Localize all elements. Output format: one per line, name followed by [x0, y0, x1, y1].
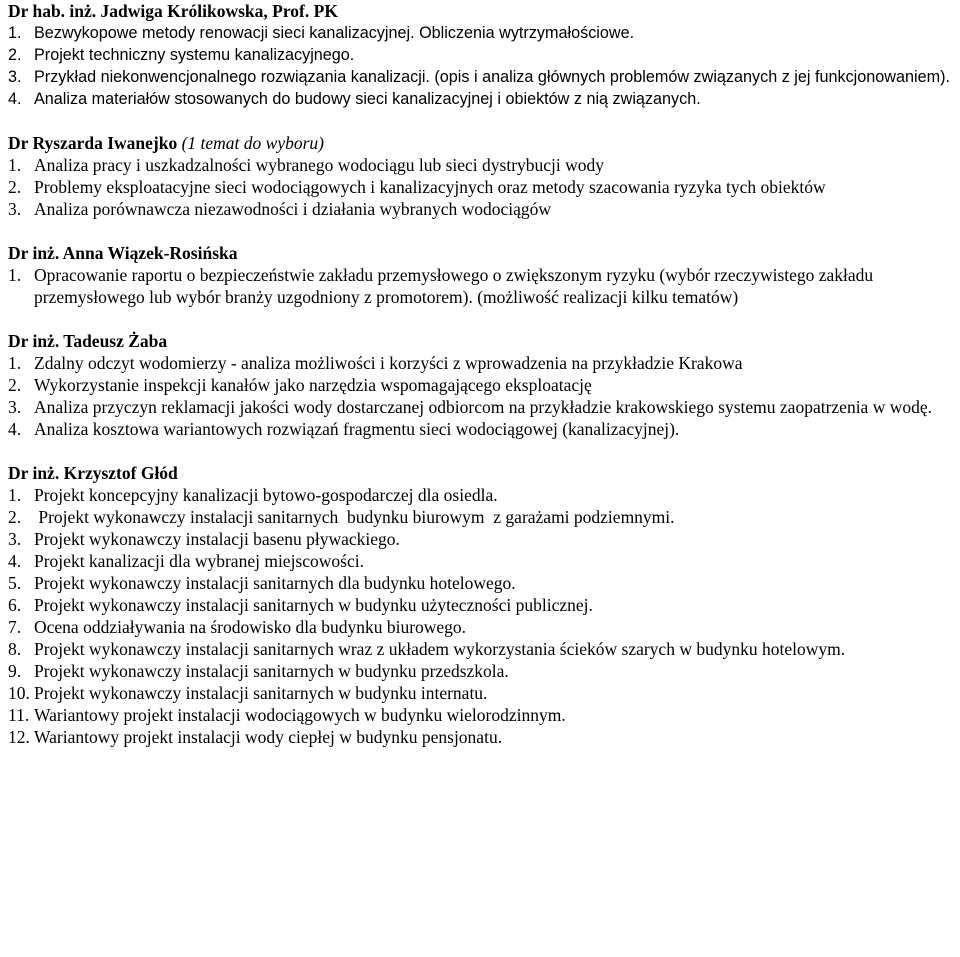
- topic-text: Analiza kosztowa wariantowych rozwiązań fragmentu sieci wodociągowej (kanalizacyjnej).: [34, 419, 680, 439]
- topic-number: 3.: [8, 68, 22, 86]
- topic-number: 3.: [8, 397, 22, 417]
- topic-item: [8, 22, 952, 44]
- topic-list: [8, 154, 952, 220]
- section-spacer: [8, 308, 952, 330]
- topic-item: [8, 506, 952, 528]
- supervisor-heading: Dr inż. Krzysztof Głód: [8, 463, 178, 483]
- topic-item: [8, 418, 952, 440]
- section-iwanejko: [8, 132, 952, 220]
- topic-text: Problemy eksploatacyjne sieci wodociągowych i kanalizacyjnych oraz metody szacowania ryzyka tych obiektów: [34, 177, 826, 197]
- topic-text: Wariantowy projekt instalacji wody ciepłej w budynku pensjonatu.: [34, 727, 503, 747]
- topic-text: Projekt wykonawczy instalacji sanitarnych w budynku użyteczności publicznej.: [34, 595, 593, 615]
- topic-text: Wykorzystanie inspekcji kanałów jako narzędzia wspomagającego eksploatację: [34, 375, 592, 395]
- topic-number: 6.: [8, 595, 22, 615]
- topic-item: [8, 594, 952, 616]
- section-zaba: [8, 330, 952, 440]
- topic-item: [8, 682, 952, 704]
- supervisor-heading: Dr hab. inż. Jadwiga Królikowska, Prof. PK: [8, 1, 338, 21]
- supervisor-name: Dr Ryszarda Iwanejko: [8, 133, 178, 153]
- topic-number: 9.: [8, 661, 22, 681]
- topic-text: Projekt techniczny systemu kanalizacyjnego.: [34, 46, 355, 64]
- supervisor-heading: Dr inż. Anna Wiązek-Rosińska: [8, 243, 238, 263]
- topic-text: Projekt kanalizacji dla wybranej miejscowości.: [34, 551, 364, 571]
- topic-number: 1.: [8, 485, 22, 505]
- topic-text: Bezwykopowe metody renowacji sieci kanalizacyjnej. Obliczenia wytrzymałościowe.: [34, 24, 635, 42]
- topic-list: [8, 264, 952, 308]
- supervisor-heading: [8, 132, 952, 154]
- topic-number: 11.: [8, 705, 30, 725]
- topic-number: 1.: [8, 24, 22, 42]
- topic-item: [8, 66, 952, 88]
- topic-text: Zdalny odczyt wodomierzy - analiza możliwości i korzyści z wprowadzenia na przykładzie Krakowa: [34, 353, 743, 373]
- topic-item: [8, 572, 952, 594]
- section-spacer: [8, 110, 952, 132]
- topic-number: 3.: [8, 199, 22, 219]
- topic-list: [8, 484, 952, 748]
- topic-number: 7.: [8, 617, 22, 637]
- topic-item: [8, 616, 952, 638]
- topic-text: Projekt wykonawczy instalacji sanitarnych budynku biurowym z garażami podziemnymi.: [34, 507, 675, 527]
- topic-number: 10.: [8, 683, 30, 703]
- topic-number: 3.: [8, 529, 22, 549]
- topic-item: [8, 374, 952, 396]
- section-wiazek-rosinska: [8, 242, 952, 308]
- topic-item: [8, 704, 952, 726]
- topic-text: Projekt wykonawczy instalacji sanitarnych dla budynku hotelowego.: [34, 573, 516, 593]
- heading-note: (1 temat do wyboru): [181, 133, 324, 153]
- topic-number: 2.: [8, 46, 22, 64]
- topic-text: Opracowanie raportu o bezpieczeństwie zakładu przemysłowego o zwiększonym ryzyku (wybór rzeczywistego zakładu przemysłowego lub wybór branży uzgodniony z promotorem). (możliwość realizacji kilku tematów): [34, 265, 874, 307]
- topic-text: Projekt wykonawczy instalacji sanitarnych w budynku przedszkola.: [34, 661, 509, 681]
- topic-text: Projekt wykonawczy instalacji sanitarnych wraz z układem wykorzystania ścieków szarych w budynku hotelowym.: [34, 639, 846, 659]
- topic-number: 4.: [8, 419, 22, 439]
- topic-text: Analiza porównawcza niezawodności i działania wybranych wodociągów: [34, 199, 552, 219]
- topic-number: 5.: [8, 573, 22, 593]
- topic-item: [8, 528, 952, 550]
- topic-item: [8, 550, 952, 572]
- section-glod: [8, 462, 952, 748]
- topic-list: [8, 352, 952, 440]
- topic-number: 2.: [8, 507, 22, 527]
- topic-number: 1.: [8, 155, 22, 175]
- topic-text: Projekt wykonawczy instalacji sanitarnych w budynku internatu.: [34, 683, 488, 703]
- topic-number: 12.: [8, 727, 30, 747]
- topic-item: [8, 660, 952, 682]
- supervisor-heading: Dr inż. Tadeusz Żaba: [8, 331, 168, 351]
- topic-text: Analiza materiałów stosowanych do budowy sieci kanalizacyjnej i obiektów z nią związanych.: [34, 90, 701, 108]
- topic-number: 4.: [8, 551, 22, 571]
- topic-item: [8, 484, 952, 506]
- topic-item: [8, 88, 952, 110]
- topic-item: [8, 396, 952, 418]
- section-spacer: [8, 220, 952, 242]
- topic-item: [8, 176, 952, 198]
- topic-text: Wariantowy projekt instalacji wodociągowych w budynku wielorodzinnym.: [34, 705, 566, 725]
- topic-item: [8, 352, 952, 374]
- topic-number: 2.: [8, 177, 22, 197]
- topic-item: [8, 198, 952, 220]
- topic-number: 2.: [8, 375, 22, 395]
- topic-item: [8, 638, 952, 660]
- topic-text: Analiza przyczyn reklamacji jakości wody dostarczanej odbiorcom na przykładzie krakowskiego systemu zaopatrzenia w wodę.: [34, 397, 932, 417]
- topic-item: [8, 44, 952, 66]
- topic-text: Analiza pracy i uszkadzalności wybranego wodociągu lub sieci dystrybucji wody: [34, 155, 605, 175]
- topic-text: Ocena oddziaływania na środowisko dla budynku biurowego.: [34, 617, 467, 637]
- topic-list: [8, 22, 952, 110]
- topic-number: 1.: [8, 353, 22, 373]
- topic-number: 8.: [8, 639, 22, 659]
- topic-text: Przykład niekonwencjonalnego rozwiązania kanalizacji. (opis i analiza głównych problemów związanych z jej funkcjonowaniem).: [34, 68, 950, 86]
- topic-item: [8, 726, 952, 748]
- section-krolikowska: [8, 0, 952, 110]
- topic-text: Projekt koncepcyjny kanalizacji bytowo-gospodarczej dla osiedla.: [34, 485, 498, 505]
- topic-number: 1.: [8, 265, 22, 285]
- topic-item: [8, 154, 952, 176]
- topic-item: [8, 264, 952, 308]
- section-spacer: [8, 440, 952, 462]
- topic-text: Projekt wykonawczy instalacji basenu pływackiego.: [34, 529, 400, 549]
- topic-number: 4.: [8, 90, 22, 108]
